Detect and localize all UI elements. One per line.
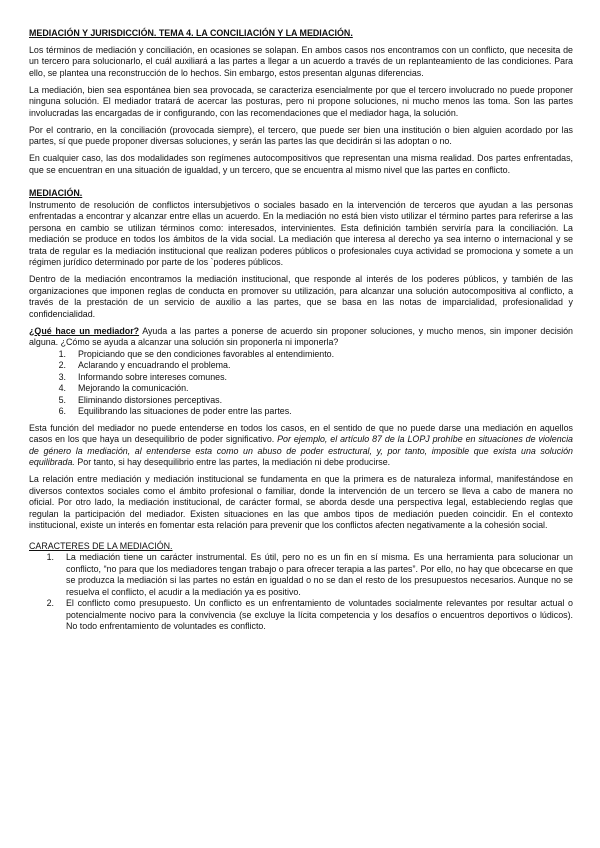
- intro-paragraph-2: La mediación, bien sea espontánea bien sea provocada, se caracteriza esencialmente por que el tercero involucrado no puede proponer ninguna solución. El mediador tratará de acercar las posturas, pero ni propone soluciones, ni mucho menos las toma. Son las partes involucradas las encargadas de ir configurando, con las recomendaciones que el mediador haga, la solución.: [29, 84, 573, 118]
- list-text: Equilibrando las situaciones de poder entre las partes.: [78, 406, 292, 416]
- intro-paragraph-4: En cualquier caso, las dos modalidades son regímenes autocompositivos que representan una misma realidad. Dos partes enfrentadas, que se encuentran en una situación de igualdad, y un tercero, que se encuentra al mismo nivel que las partes en conflicto.: [29, 153, 573, 175]
- list-item: [29, 406, 573, 418]
- mediacion-paragraph-3: [29, 423, 573, 469]
- list-item: [29, 552, 573, 598]
- list-text: Mejorando la comunicación.: [78, 383, 189, 393]
- list-number: 5.: [58, 394, 66, 405]
- lopj-example: Por ejemplo, el artículo 87 de la LOPJ prohíbe en situaciones de violencia de género la mediación, al entenderse esta como un abuso de poder estructural, y, por tanto, imposible que exista una solución equilibrada.: [29, 434, 573, 467]
- list-item: [29, 360, 573, 372]
- list-text: La mediación tiene un carácter instrumental. Es útil, pero no es un fin en sí misma. Es una herramienta para solucionar un conflicto, “no para que los mediadores tengan trabajo o para ofrecer terapia a las partes”. Por ello, no hay que obcecarse en que se produzca la mediación si las partes no están en igualdad o no se dan el resto de los presupuestos necesarios. Aunque no se resuelva el conflicto, el acudir a la mediación ya es positivo.: [66, 552, 573, 597]
- list-item: [29, 395, 573, 407]
- mediador-question: ¿Qué hace un mediador?: [29, 325, 140, 336]
- intro-paragraph-1: Los términos de mediación y conciliación, en ocasiones se solapan. En ambos casos nos encontramos con un conflicto, que necesita de un tercero para solucionarlo, el cuál auxiliará a las partes a llegar a un acuerdo a través de un replanteamiento de las condiciones. Para ello, se plantea una reconstrucción de lo hechos. Sin embargo, estos presentan algunas diferencias.: [29, 44, 573, 78]
- list-item: [29, 383, 573, 395]
- list-text: El conflicto como presupuesto. Un conflicto es un enfrentamiento de voluntades socialmente relevantes por resultar actual o potencialmente nocivo para la convivencia (se excluye la lícita competencia y los desafíos o encuentros deportivos o lúdicos). No todo enfrentamiento de voluntades es conflicto.: [66, 598, 573, 631]
- list-item: [29, 372, 573, 384]
- list-number: 4.: [58, 383, 66, 393]
- list-number: 1.: [46, 552, 54, 562]
- mediador-question-rest: Ayuda a las partes a ponerse de acuerdo sin proponer soluciones, y mucho menos, sin imponer decisión alguna. ¿Cómo se ayuda a alcanzar una solución sin proponerla ni imponerla?: [29, 325, 573, 347]
- mediacion-paragraph-4: La relación entre mediación y mediación institucional se fundamenta en que la primera es de naturaleza informal, manifestándose en diversos contextos sociales como el ámbito profesional o familiar, donde la intervención de un tercero se lleva a cabo de manera no oficial. Por otro lado, la mediación institucional, de carácter formal, se aborda desde una perspectiva legal, estableciendo reglas que regulan la participación del mediador. Existen situaciones en las que ambos tipos de mediación pueden coincidir. En el contexto institucional, existe un interés en fomentar esta relación para prevenir que los conflictos afecten negativamente a la cohesión social.: [29, 474, 573, 530]
- list-number: 6.: [58, 406, 66, 416]
- list-text: Eliminando distorsiones perceptivas.: [78, 394, 223, 405]
- paragraph-3-start: Esta función del mediador no puede entenderse en todos los casos, en el sentido de que no puede darse una mediación en aquellos casos en los que haya un desequilibrio de poder significativo.: [29, 422, 573, 444]
- mediacion-paragraph-1: Instrumento de resolución de conflictos intersubjetivos o sociales basado en la intervención de terceros que ayudan a las personas enfrentadas a encontrar y alcanzar entre ellas un acuerdo. En la mediación no está bien visto utilizar el término partes para referirse a las persona en cambio se utilizan términos como: interesados, intervinientes. Esta definición también serviría para la conciliación. La mediación se produce en todos los ámbitos de la vida social. La mediación que interesa al derecho ya sea interno o internacional y se trata de regular es la mediación institucional que realizan poderes públicos o profesionales cuya actividad se promociona y somete a un régimen jurídico determinado por parte de los `poderes públicos.: [29, 199, 573, 267]
- list-number: 3.: [58, 371, 66, 382]
- caracteres-list: [29, 552, 573, 633]
- caracteres-heading: CARACTERES DE LA MEDIACIÓN.: [29, 540, 173, 551]
- mediacion-heading: MEDIACIÓN.: [29, 188, 83, 198]
- document-title: MEDIACIÓN Y JURISDICCIÓN. TEMA 4. LA CONCILIACIÓN Y LA MEDIACIÓN.: [29, 28, 353, 38]
- list-item: [29, 598, 573, 633]
- list-text: Informando sobre intereses comunes.: [78, 371, 227, 382]
- mediacion-paragraph-2: Dentro de la mediación encontramos la mediación institucional, que responde al interés de los poderes públicos, y también de las organizaciones que imponen reglas de conducta en promover su utilización, para alcanzar una solución autocompositiva al conflicto, a través de la prestación de un servicio de auxilio a las partes, que se basa en las notas de imparcialidad, profesionalidad y confidencialidad.: [29, 274, 573, 319]
- list-item: [29, 349, 573, 361]
- list-text: Aclarando y encuadrando el problema.: [78, 360, 231, 370]
- intro-paragraph-3: Por el contrario, en la conciliación (provocada siempre), el tercero, que puede ser bien una institución o bien alguien acordado por las partes, sí que puede proponer diversas soluciones, y serán las partes las que decidirán si las adoptan o no.: [29, 124, 573, 146]
- mediador-steps-list: [29, 349, 573, 418]
- list-text: Propiciando que se den condiciones favorables al entendimiento.: [78, 348, 335, 359]
- paragraph-3-end: Por tanto, si hay desequilibrio entre las partes, la mediación ni debe producirse.: [74, 457, 391, 467]
- mediador-question-paragraph: [29, 326, 573, 349]
- list-number: 2.: [58, 360, 66, 370]
- list-number: 1.: [58, 348, 66, 359]
- list-number: 2.: [46, 598, 54, 608]
